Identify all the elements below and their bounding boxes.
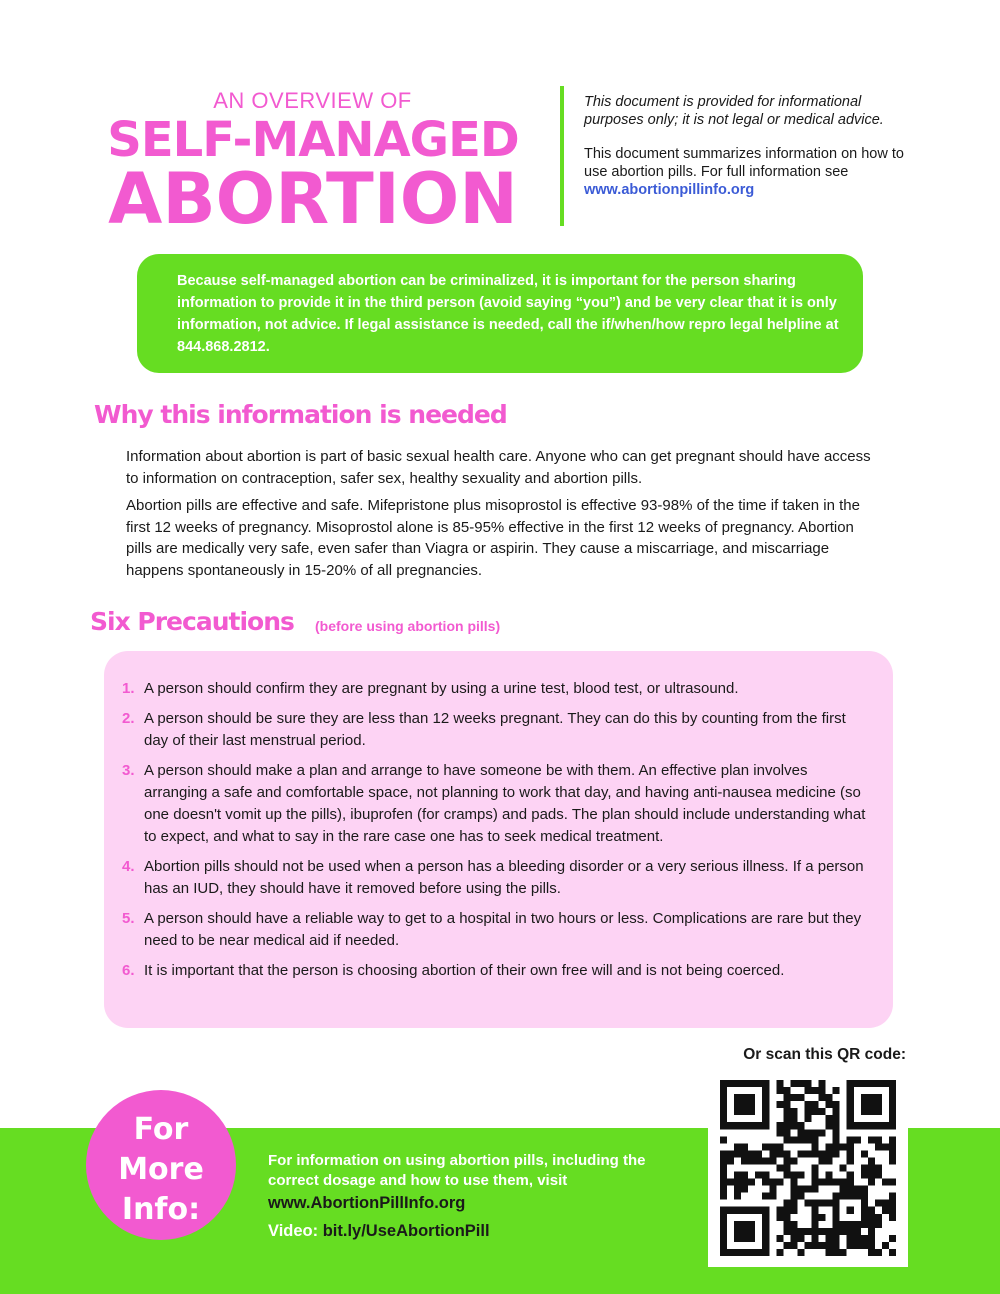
more-info-label <box>86 1110 236 1230</box>
item-number: 3. <box>122 762 135 779</box>
list-item <box>122 908 867 952</box>
list-item <box>122 856 867 900</box>
notice-text: Because self-managed abortion can be criminalized, it is important for the person sharing information to provide it in the third person (avoid saying “you”) and be very clear that it is only information, not advice. If legal assistance is needed, call the if/when/how repro legal helpline at 844.868.2812. <box>177 273 839 355</box>
video-link[interactable]: bit.ly/UseAbortionPill <box>322 1222 490 1240</box>
more-info-line-1: For <box>133 1112 189 1147</box>
title-line-2: ABORTION <box>108 158 518 240</box>
precautions-list <box>122 678 867 990</box>
footer-info-text: For information on using abortion pills, including the correct dosage and how to use them, visit <box>268 1152 646 1189</box>
why-paragraph-1: Information about abortion is part of basic sexual health care. Anyone who can get pregnant should have access to information on contraception, safer sex, healthy sexuality and abortion pills. <box>126 448 871 487</box>
footer-info <box>268 1151 688 1241</box>
precautions-heading: Six Precautions <box>90 607 294 636</box>
item-text: A person should make a plan and arrange to have someone be with them. An effective plan involves arranging a safe and comfortable space, not planning to work that day, and having anti-nausea medicine (so one doesn't vomit up the pills), ibuprofen (for cramps) and pads. The plan should include understanding what to expect, and what to say in the rare case one has to seek medical treatment. <box>144 762 866 845</box>
item-number: 6. <box>122 962 135 979</box>
qr-code-icon <box>720 1075 896 1261</box>
footer-site-link[interactable]: www.AbortionPillInfo.org <box>268 1194 466 1212</box>
disclaimer-legal: This document is provided for informational purposes only; it is not legal or medical advice. <box>584 94 884 128</box>
more-info-line-3: Info: <box>121 1192 201 1227</box>
list-item <box>122 960 867 982</box>
why-heading: Why this information is needed <box>94 400 507 429</box>
item-text: A person should have a reliable way to get to a hospital in two hours or less. Complications are rare but they need to be near medical aid if needed. <box>144 910 862 949</box>
item-text: A person should be sure they are less than 12 weeks pregnant. They can do this by counting from the first day of their last menstrual period. <box>144 710 846 749</box>
item-number: 2. <box>122 710 135 727</box>
item-number: 1. <box>122 680 135 697</box>
qr-label: Or scan this QR code: <box>743 1046 906 1063</box>
overview-label: AN OVERVIEW OF <box>213 88 412 113</box>
why-body <box>126 446 871 587</box>
item-text: It is important that the person is choosing abortion of their own free will and is not being coerced. <box>144 962 785 979</box>
item-text: Abortion pills should not be used when a person has a bleeding disorder or a very serious illness. If a person has an IUD, they should have it removed before using the pills. <box>144 858 864 897</box>
disclaimer-summary <box>584 145 924 199</box>
title-line-1: SELF-MANAGED <box>107 112 519 168</box>
item-text: A person should confirm they are pregnant by using a urine test, blood test, or ultrasound. <box>144 680 739 697</box>
list-item <box>122 708 867 752</box>
header-divider <box>560 86 564 226</box>
more-info-line-2: More <box>118 1152 204 1187</box>
item-number: 4. <box>122 858 135 875</box>
footer-video <box>268 1221 688 1241</box>
disclaimer-summary-text: This document summarizes information on how to use abortion pills. For full information see <box>584 146 904 180</box>
disclaimer <box>584 93 924 215</box>
list-item <box>122 760 867 848</box>
why-paragraph-2: Abortion pills are effective and safe. Mifepristone plus misoprostol is effective 93-98% of the time if taken in the first 12 weeks of pregnancy. Misoprostol alone is 85-95% effective in the first 12 weeks of pregnancy. Abortion pills are medically very safe, even safer than Viagra or aspirin. They cause a miscarriage, and miscarriage happens spontaneously in 15-20% of all pregnancies. <box>126 497 860 579</box>
video-label: Video: <box>268 1222 319 1240</box>
list-item <box>122 678 867 700</box>
item-number: 5. <box>122 910 135 927</box>
qr-code[interactable] <box>708 1067 908 1267</box>
abortionpillinfo-link[interactable]: www.abortionpillinfo.org <box>584 182 755 198</box>
precautions-subheading: (before using abortion pills) <box>315 618 501 634</box>
